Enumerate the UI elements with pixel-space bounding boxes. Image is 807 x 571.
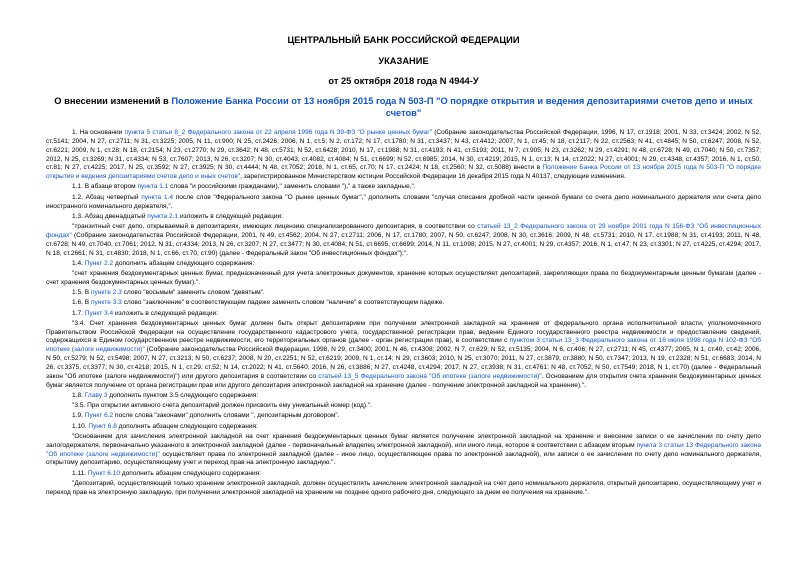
paragraph-text: дополнить абзацем следующего содержания: <box>120 469 262 477</box>
paragraph <box>46 213 761 222</box>
document-link[interactable]: Пункт 3.4 <box>84 309 114 317</box>
paragraph <box>46 470 761 479</box>
paragraph-text: 1.4. <box>72 259 85 267</box>
document-link[interactable]: Пункт 2.2 <box>84 259 114 267</box>
paragraph-text: слова "и российскими гражданами)," заменить словами ")," а также закладные,". <box>168 183 416 191</box>
paragraph <box>46 299 761 308</box>
paragraph-text: "3.5. При открытии активного счета депозитарий должен присвоить ему уникальный номер (код).". <box>72 402 372 410</box>
paragraph-text: 1.10. <box>72 422 89 430</box>
paragraph <box>46 194 761 212</box>
document-link[interactable]: пункта 5 статьи 8_2 Федерального закона от 22 апреля 1996 года N 39-ФЗ "О рынке ценных бумаг" <box>124 129 433 136</box>
paragraph-text: 1.5. В <box>72 289 91 297</box>
bank-name: ЦЕНТРАЛЬНЫЙ БАНК РОССИЙСКОЙ ФЕДЕРАЦИИ <box>287 35 520 45</box>
paragraph <box>46 412 761 421</box>
paragraph-text: "счет хранения бездокументарных ценных бумаг, предназначенный для учета электронных документов, хранение которых осуществляет депозитарий, закрепляющих права по бездокументарным ценным бумагам (далее - счет хранения бездокументарных ценных бумаг).". <box>46 270 761 286</box>
paragraph <box>46 433 761 468</box>
document-link[interactable]: Пункт 6.8 <box>88 422 117 430</box>
paragraph-text: дополнить абзацем следующего содержания: <box>113 259 255 267</box>
document-link[interactable]: пункте 3.3 <box>90 299 122 307</box>
document-link[interactable]: пунктом 3 статьи 13_3 Федерального закона от 16 июля 1998 года N 102-ФЗ "Об ипотеке (залоге недвижимости)" <box>46 337 762 354</box>
paragraph-text: слово "заключение" в соответствующем падеже заменить словом "наличие" в соответствующем падеже. <box>121 299 445 307</box>
paragraph-text: дополнить абзацем следующего содержания: <box>116 422 258 430</box>
paragraph <box>46 270 761 288</box>
paragraph-text: изложить в следующей редакции: <box>113 309 219 317</box>
paragraph <box>46 223 761 258</box>
paragraph-text: 1.7. <box>72 309 85 317</box>
paragraph <box>46 260 761 269</box>
paragraph <box>46 289 761 298</box>
paragraph-text: 1.8. <box>72 391 85 399</box>
paragraph-text: осуществляет права по электронной закладной (далее - иное лицо, осуществляющее права по электронной закладной), или записи о ее зачислении по счету депо номинального держателя, открытому депозитарию, осуществляющему учет и переход прав на электронную закладную.". <box>46 450 762 467</box>
paragraph-text: , зарегистрированное Министерством юстиции Российской Федерации 16 декабря 2015 года N 40137, следующие изменения. <box>240 173 626 181</box>
paragraph-text: 1.3. Абзац двенадцатый <box>72 212 148 220</box>
paragraph-text: (Собрание законодательства Российской Федерации, 1996, N 17, ст.1918; 2001, N 33, ст.3424; 2002, N 52, ст.5141; 2004, N 27, ст.2711; N 31, ст.3225; 2005, N 11, ст.900; N 25, ст.2426; 2006, N 1, ст.5; N 2, ст.172; N 17, ст.1780; N 31, ст.3437; N 43, ст.4412; 2007, N 1, ст.45; N 18, ст.2117; N 22, ст.2563; N 41, ст.4845; N 50, ст.6247; 2008, N 52, ст.6221; 2009, N 1, ст.28; N 18, ст.2154; N 23, ст.2770; N 29, ст.3642; N 48, ст.5731; N 52, ст.6428; 2010, N 17, ст.1988; N 31, ст.4193; N 41, ст.5193; 2011, N 7, ст.905; N 23, ст.3262; N 29, ст.4291; N 48, ст.6728; N 49, ст.7040; N 50, ст.7357; 2012, N 25, ст.3269; N 31, ст.4334; N 53, ст.7607; 2013, N 26, ст.3207; N 30, ст.4043, ст.4082, ст.4084; N 51, ст.6699; N 52, ст.6985; 2014, N 30, ст.4219; 2015, N 1, ст.13; N 14, ст.2022; N 27, ст.4001; N 29, ст.4348, ст.4357; 2016, N 1, ст.50, ст.81; N 27, ст.4225; 2017, N 25, ст.3592; N 27, ст.3925; N 30, ст.4444; N 48, ст.7052; 2018, N 1, ст.65, ст.70; N 17, ст.2424; N 18, ст.2560; N 32, ст.5088) внести в <box>46 129 761 172</box>
paragraph-text: 1.6. В <box>72 299 91 307</box>
document-title-prefix: О внесении изменений в <box>54 96 172 106</box>
paragraph <box>46 129 761 182</box>
paragraph <box>46 392 761 401</box>
document-link[interactable]: Главу 3 <box>84 391 108 399</box>
document-title-link[interactable]: Положение Банка России от 13 ноября 2015 года N 503-П "О порядке открытия и ведения депозитариями счетов депо и иных счетов" <box>171 96 753 118</box>
document-link[interactable]: пункте 2.3 <box>90 289 122 297</box>
document-link[interactable]: Положение Банка России от 13 ноября 2015 года N 503-П "О порядке открытия и ведения депозитариями счетов депо и иных счетов" <box>46 164 761 181</box>
paragraph-text: . Основанием для открытия счета хранения бездокументарных ценных бумаг является получение от органа регистрации прав или другого депозитария электронной закладной на хранение (далее - получение электронной закладной на хранение).". <box>46 372 762 389</box>
paragraph-text: "Основанием для зачисления электронной закладной на счет хранения бездокументарных ценных бумаг является получение электронной закладной на хранение и внесение записи о ее зачислении по счету депо залогодержателя, первоначально указанного в электронной закладной (далее - первоначальный владелец электронной закладной), или иного лица, которое в соответствии с абзацем вторым <box>46 432 761 449</box>
document-link[interactable]: пункта 1.4 <box>141 193 174 201</box>
paragraph <box>46 183 761 192</box>
paragraph-text: 1. На основании <box>72 129 125 136</box>
document-link[interactable]: пункта 3 статьи 13 Федерального закона "Об ипотеке (залоге недвижимости)" <box>46 441 761 458</box>
paragraph-text: (Собрание законодательства Российской Федерации, 1998, N 29, ст.3400; 2001, N 46, ст.4308; 2002, N 7, ст.629; N 52, ст.5135; 2004, N 6, ст.406; N 27, ст.2711; N 45, ст.4377; 2005, N 1, ст.40, ст.42; 2006, N 50, ст.5279; N 52, ст.5498; 2007, N 27, ст.3213; N 50, ст.6237; 2008, N 20, ст.2251; N 52, ст.6219; 2009, N 1, ст.14; N 29, ст.3603; 2010, N 25, ст.3070; 2011, N 27, ст.3879, ст.3880; N 50, ст.7347; 2013, N 19, ст.2328; N 51, ст.6683; 2014, N 26, ст.3375, ст.3377; N 30, ст.4218; 2015, N 1, ст.29, ст.52; N 14, ст.2022; N 41, ст.5640; 2016, N 26, ст.3886; N 27, ст.4248, ст.4294; 2017, N 27, ст.3938; N 31, ст.4761; N 48, ст.7052; N 50, ст.7549; 2018, N 1, ст.70) (далее - Федеральный закон "Об ипотеке (залоге недвижимости)") или другого депозитария в соответствии со <box>46 346 762 380</box>
paragraph <box>46 320 761 391</box>
document-link[interactable]: статьей 13_5 Федерального закона "Об ипотеке (залоге недвижимости)" <box>318 372 542 380</box>
document-link[interactable]: статьей 13_2 Федерального закона от 29 ноября 2001 года N 156-ФЗ "Об инвестиционных фондах" <box>46 223 761 239</box>
document-link[interactable]: Пункт 6.10 <box>87 469 120 477</box>
document-date-number: от 25 октября 2018 года N 4944-У <box>328 76 479 86</box>
document-link[interactable]: пункта 1.1 <box>137 183 169 191</box>
paragraph-text: (Собрание законодательства Российской Федерации, 2001, N 49, ст.4562; 2004, N 27, ст.2711; 2006, N 17, ст.1780; 2007, N 50, ст.6247; 2008, N 30, ст.3616; 2009, N 48, ст.5731; 2010, N 17, ст.1988; N 31, ст.4193; 2011, N 48, ст.6728; N 49, ст.7040, ст.7061; 2012, N 31, ст.4334; 2013, N 26, ст.3207; N 27, ст.3477; N 30, ст.4084; N 51, ст.6695, ст.6699; 2014, N 11, ст.1098; 2015, N 27, ст.4001; N 29, ст.4357; 2016, N 1, ст.47; N 23, ст.3301; N 27, ст.4225, ст.4294; 2017, N 18, ст.2661; N 31, ст.4830; 2018, N 1, ст.66, ст.70, ст.90) (далее - Федеральный закон "Об инвестиционных фондах");". <box>46 231 761 257</box>
paragraph-text: 1.9. <box>72 412 85 420</box>
paragraph-text: "3.4. Счет хранения бездокументарных ценных бумаг должен быть открыт депозитарием при получении электронной закладной на хранение от федерального органа исполнительной власти, уполномоченного Правительством Российской Федерации на осуществление государственного кадастрового учета, государственной регистрации прав, ведение Единого государственного реестра недвижимости и предоставление сведений, содержащихся в Едином государственном реестре недвижимости, его территориальных органов (далее - орган регистрации прав), в соответствии с <box>46 319 761 345</box>
document-link[interactable]: Пункт 6.2 <box>84 412 114 420</box>
document-link[interactable]: пункта 2.1 <box>147 212 179 220</box>
paragraph-text: 1.2. Абзац четвертый <box>72 193 142 201</box>
paragraph-text: 1.1. В абзаце втором <box>72 183 138 191</box>
document-title <box>46 95 761 119</box>
paragraph-text: изложить в следующей редакции: <box>178 212 283 220</box>
paragraph-text: после слов "Федерального закона "О рынке ценных бумаг"," дополнить словами "случая списания дробной части ценной бумаги со счета депо номинального держателя или счета депо иностранного номинального держателя,". <box>46 193 762 210</box>
paragraph <box>46 423 761 432</box>
paragraph <box>46 402 761 411</box>
paragraph-text: слово "восьмым" заменить словом "девятым". <box>121 289 265 297</box>
paragraph-text: "транзитный счет депо, открываемый в депозитариях, имеющих лицензию специализированного депозитария, в соответствии со <box>72 223 478 230</box>
paragraph-text: 1.11. <box>72 469 88 477</box>
paragraph <box>46 480 761 498</box>
paragraph-text: дополнить пунктом 3.5 следующего содержания: <box>107 391 259 399</box>
paragraph-text: после слова "законами" дополнить словами ", депозитарным договором". <box>113 412 340 420</box>
paragraph-text: "Депозитарий, осуществляющий только хранение электронной закладной, должен осуществлять зачисление электронной закладной на счет депо номинального держателя, открытый депозитарию, осуществляющему учет и переход прав на электронную закладную, при получении электронной закладной на хранение не позднее одного рабочего дня, следующего за днем ее получения на хранение.". <box>46 479 761 496</box>
document-body <box>46 129 761 498</box>
paragraph <box>46 310 761 319</box>
document-type: УКАЗАНИЕ <box>378 56 429 66</box>
